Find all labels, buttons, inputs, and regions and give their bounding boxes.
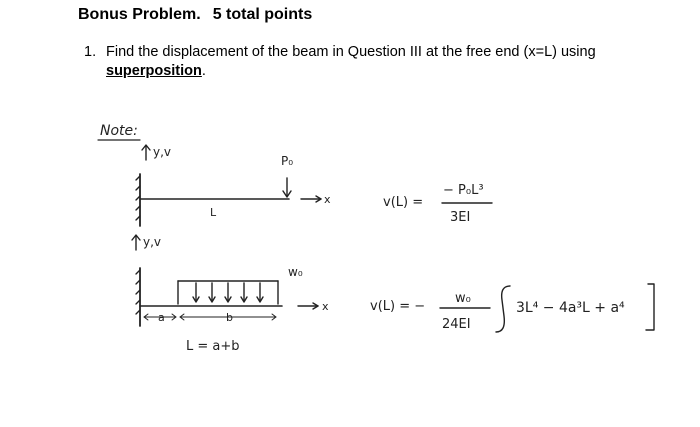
case2-numerator: w₀ (455, 291, 471, 306)
points-label: 5 total points (212, 6, 313, 23)
case2-formula-lhs: v(L) = − (370, 299, 426, 314)
case2-x-label: x (322, 300, 329, 313)
case1-formula-lhs: v(L) = (383, 195, 424, 210)
question-period: . (201, 63, 206, 79)
case1-load-label: P₀ (281, 154, 294, 168)
case1-denominator: 3EI (450, 210, 471, 225)
case2-load-label: w₀ (288, 265, 303, 279)
case2-length-relation: L = a+b (186, 339, 240, 354)
question-number: 1. (84, 44, 97, 60)
case2-diagram (132, 235, 654, 354)
case2-right-bracket (646, 284, 654, 330)
case1-axis-label: y,v (153, 145, 172, 159)
case1-length-label: L (210, 206, 217, 219)
case2-left-bracket (496, 286, 510, 332)
case2-seg-b-label: b (226, 311, 233, 324)
case2-axis-label: y,v (143, 235, 162, 249)
case2-udl-arrows (193, 283, 263, 302)
title-label: Bonus Problem. (78, 6, 201, 23)
case1-numerator: − P₀L³ (443, 183, 484, 198)
case2-bracket-expr: 3L⁴ − 4a³L + a⁴ (516, 300, 625, 316)
case1-x-label: x (324, 193, 331, 206)
case2-seg-a-label: a (158, 311, 165, 324)
question-text: Find the displacement of the beam in Question III at the free end (x=L) using (106, 44, 596, 60)
method-keyword: superposition (106, 63, 202, 79)
case1-diagram (136, 145, 492, 226)
note-label: Note: (100, 123, 138, 139)
case2-denominator: 24EI (442, 317, 471, 332)
